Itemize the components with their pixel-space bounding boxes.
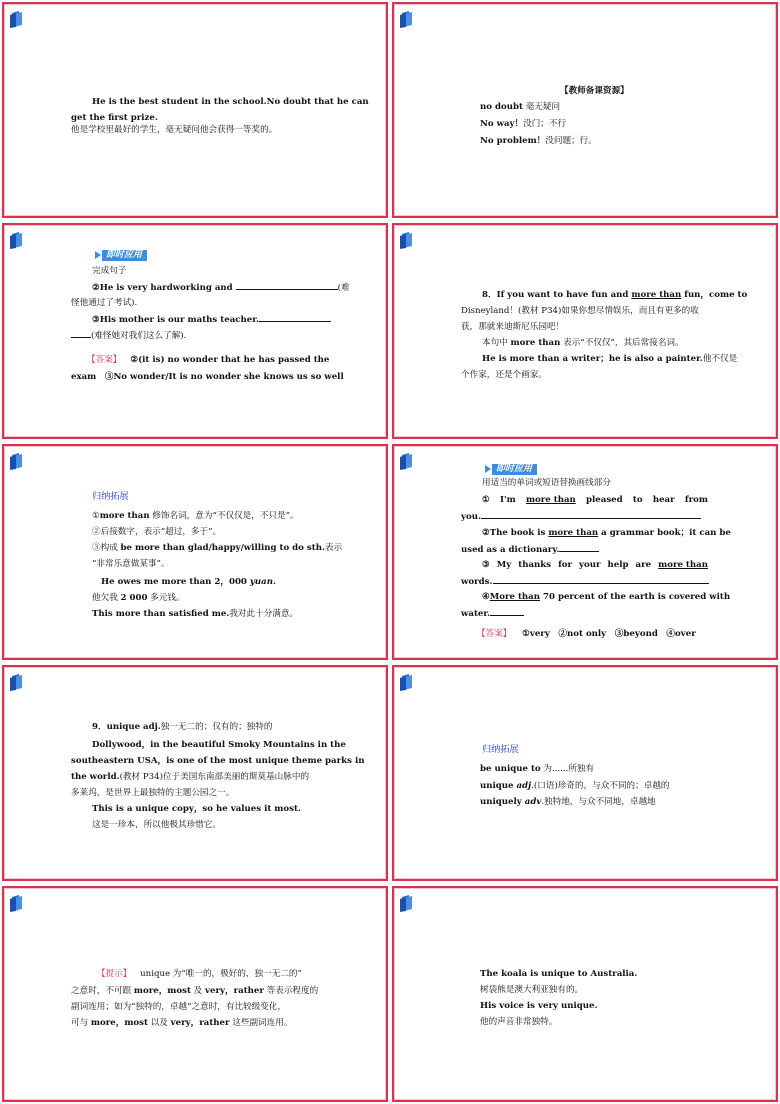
example-en xyxy=(101,574,276,591)
text: . xyxy=(272,577,276,587)
text: you. xyxy=(461,512,481,522)
text: (教材 P34)位于美国东南部美丽的斯莫基山脉中的 xyxy=(119,772,310,782)
word: thanks xyxy=(518,560,552,570)
example-line2: Disneyland！(教材 P34)如果你想尽情娱乐，而且有更多的收 xyxy=(461,306,699,316)
answer-blank xyxy=(71,327,91,338)
text: 独一无二的；仅有的；独特的 xyxy=(160,722,273,732)
slide-5 xyxy=(2,444,388,660)
book-logo-icon xyxy=(10,453,24,470)
example-line2: southeastern USA，is one of the most unique theme parks in xyxy=(71,756,365,766)
example-line4: 多莱坞，是世界上最独特的主题公园之一。 xyxy=(71,788,235,798)
summary-item-1 xyxy=(480,761,594,778)
example2-line1 xyxy=(482,351,737,368)
example-line1: Dollywood，in the beautiful Smoky Mountains in the xyxy=(92,740,346,750)
answer-blank xyxy=(481,508,701,519)
exercise-title: 完成句子 xyxy=(92,266,127,276)
word: help xyxy=(607,560,629,570)
book-logo-icon xyxy=(10,674,24,691)
word: ③ xyxy=(482,560,490,570)
phrase-cn: 没问题；行。 xyxy=(545,136,597,146)
text: ③构成 xyxy=(92,543,121,553)
answer-label: 【答案】 xyxy=(87,355,122,365)
book-logo-icon xyxy=(400,453,414,470)
underlined-phrase: More than xyxy=(489,592,540,602)
slide-8 xyxy=(392,665,778,881)
text: .(口语)珍奇的，与众不同的；卓越的 xyxy=(531,781,670,791)
summary-heading: 归纳拓展 xyxy=(482,744,519,755)
phrase-cn: 毫无疑问 xyxy=(525,102,561,112)
phrase-cn: 没门；不行 xyxy=(523,119,567,129)
text: 他不仅是 xyxy=(702,354,738,364)
underlined-phrase: more than xyxy=(631,290,682,300)
slide-2 xyxy=(392,2,778,218)
text: very，rather xyxy=(170,1018,230,1028)
text: uniquely xyxy=(480,797,525,807)
word: My xyxy=(496,560,512,570)
text: 他欠我 xyxy=(92,593,121,603)
text: 修饰名词，意为“不仅仅是，不只是”。 xyxy=(149,511,299,521)
text: words. xyxy=(461,577,493,587)
text: ④ xyxy=(482,592,490,602)
word: pleased xyxy=(586,495,623,505)
hint-line3: 副词连用；如为“独特的，卓越”之意时，有比较级变化， xyxy=(71,1002,287,1012)
text: 表示“不仅仅”，其后常接名词。 xyxy=(560,338,684,348)
text: water. xyxy=(461,609,491,619)
question-2-line1 xyxy=(482,525,731,542)
word: ① xyxy=(482,495,490,505)
text: yuan xyxy=(249,577,273,587)
example2-cn: 他的声音非常独特。 xyxy=(480,1017,558,1027)
exercise-title: 用适当的单词或短语替换画线部分 xyxy=(482,478,611,488)
book-logo-icon xyxy=(10,11,24,28)
text: 70 percent of the earth is covered with xyxy=(540,592,731,602)
summary-item-2: ②后接数字，表示“超过，多于”。 xyxy=(92,527,222,537)
phrase-en: No way！ xyxy=(480,119,524,129)
question-text: ②He is very hardworking and xyxy=(92,283,233,293)
example2 xyxy=(92,606,298,623)
text: a grammar book；it can be xyxy=(598,528,731,538)
keyword: more than xyxy=(510,338,561,348)
book-logo-icon xyxy=(400,11,414,28)
text: 及 xyxy=(190,986,206,996)
slide-6 xyxy=(392,444,778,660)
example1-en: The koala is unique to Australia. xyxy=(480,969,638,979)
hint-line2 xyxy=(71,983,318,1000)
text: 表示 xyxy=(324,543,343,553)
question-4-line1 xyxy=(482,589,730,606)
answer-blank xyxy=(493,573,709,584)
slide-10 xyxy=(392,886,778,1102)
answer-blank xyxy=(490,605,524,616)
answer-text: ①very ②not only ③beyond ④over xyxy=(522,629,696,639)
phrase-item-1 xyxy=(480,99,560,116)
question-1-line2 xyxy=(461,508,701,526)
word: hear xyxy=(652,495,675,505)
text: 可与 xyxy=(71,1018,91,1028)
text: 以及 xyxy=(147,1018,171,1028)
text: more，most xyxy=(90,1018,148,1028)
word: for xyxy=(558,560,573,570)
word: are xyxy=(635,560,652,570)
answer-label: 【答案】 xyxy=(477,629,512,639)
underlined-phrase: more than xyxy=(658,560,708,570)
text: 这些副词连用。 xyxy=(229,1018,293,1028)
slide-7 xyxy=(2,665,388,881)
answer-blank xyxy=(236,279,338,290)
question-3-line1 xyxy=(482,557,708,574)
answer-line xyxy=(477,626,696,643)
book-logo-icon xyxy=(10,895,24,912)
teacher-resource-header: 【教师备课资源】 xyxy=(560,86,629,96)
text: 多元钱。 xyxy=(147,593,185,603)
summary-heading: 归纳拓展 xyxy=(92,491,129,502)
phrase-item-2 xyxy=(480,116,566,133)
summary-item-3 xyxy=(480,794,656,811)
question-4-line2 xyxy=(461,605,524,623)
phrase-item-3 xyxy=(480,133,597,150)
text: used as a dictionary. xyxy=(461,545,560,555)
question-2-line2: 怪他通过了考试). xyxy=(71,298,138,308)
sentence-cn: 他是学校里最好的学生，毫无疑问他会获得一等奖的。 xyxy=(71,125,278,135)
answer-blank xyxy=(559,541,599,552)
hint-label: 【提示】 xyxy=(97,969,132,979)
text: adv xyxy=(524,797,542,807)
question-text: (难怪她对我们这么了解). xyxy=(91,331,187,341)
example2-en: His voice is very unique. xyxy=(480,1001,598,1011)
summary-item-3-cont: “非常乐意做某事”。 xyxy=(92,559,170,569)
summary-item-1 xyxy=(92,508,299,525)
example2-cn: 这是一珍本，所以他极其珍惜它。 xyxy=(92,820,221,830)
keyword: be more than glad/happy/willing to do sth. xyxy=(120,543,325,553)
sentence-en-line2: get the first prize. xyxy=(71,113,158,123)
text: adj xyxy=(516,781,532,791)
book-logo-icon xyxy=(400,232,414,249)
text: 我对此十分满意。 xyxy=(229,609,299,619)
answer-line2: exam ③No wonder/It is no wonder she knows us so well xyxy=(71,372,344,382)
instant-application-tag: 即时应用 xyxy=(492,464,537,475)
text: very，rather xyxy=(205,986,264,996)
text: He is more than a writer；he is also a painter. xyxy=(482,354,703,364)
example1-cn: 树袋熊是澳大利亚独有的。 xyxy=(480,985,584,995)
keyword: more than xyxy=(99,511,150,521)
text: This more than satisfied me. xyxy=(92,609,230,619)
text: more，most xyxy=(133,986,191,996)
phrase-en: no doubt xyxy=(480,102,523,112)
book-logo-icon xyxy=(400,674,414,691)
text: He owes me more than 2，000 xyxy=(101,577,250,587)
text: 9．unique adj. xyxy=(92,722,161,732)
word: I'm xyxy=(499,495,516,505)
text: 2 000 xyxy=(120,593,148,603)
word: from xyxy=(684,495,708,505)
example-line1 xyxy=(482,287,747,304)
question-text: (难 xyxy=(337,283,350,293)
word: to xyxy=(632,495,643,505)
text: ②The book is xyxy=(482,528,549,538)
question-text: ③His mother is our maths teacher. xyxy=(92,315,259,325)
hint-line1 xyxy=(97,966,302,983)
phrase-en: No problem！ xyxy=(480,136,546,146)
question-3-line2 xyxy=(71,327,186,345)
text: 等表示程度的 xyxy=(263,986,319,996)
hint-line4 xyxy=(71,1015,292,1032)
summary-item-2 xyxy=(480,778,670,795)
example2-line2: 个作家，还是个画家。 xyxy=(461,370,547,380)
question-1-line1 xyxy=(482,492,708,509)
book-logo-icon xyxy=(10,232,24,249)
example-line3: 获，那就来迪斯尼乐园吧！ xyxy=(461,322,565,332)
slide-1 xyxy=(2,2,388,218)
underlined-phrase: more than xyxy=(525,495,576,505)
word: your xyxy=(579,560,601,570)
text: ① xyxy=(92,511,100,521)
slide-4 xyxy=(392,223,778,439)
summary-item-3 xyxy=(92,540,342,557)
underlined-phrase: more than xyxy=(548,528,599,538)
example2-en: This is a unique copy，so he values it most. xyxy=(92,804,301,814)
explanation-line xyxy=(482,335,684,352)
answer-blank xyxy=(259,311,331,322)
instant-application-tag: 即时应用 xyxy=(102,250,147,261)
example-line3 xyxy=(71,769,309,786)
text: 本句中 xyxy=(482,338,511,348)
text: unique 为“唯一的，极好的，独一无二的” xyxy=(137,969,302,979)
text: the world. xyxy=(71,772,120,782)
answer-text: ②(it is) no wonder that he has passed the xyxy=(130,355,330,365)
text: .独特地，与众不同地，卓越地 xyxy=(541,797,656,807)
sentence-en-line1: He is the best student in the school.No doubt that he can xyxy=(92,97,369,107)
slide-3 xyxy=(2,223,388,439)
answer-line1 xyxy=(71,352,330,369)
text: 之意时，不可跟 xyxy=(71,986,134,996)
vocab-heading xyxy=(92,719,272,736)
example-cn xyxy=(92,590,185,607)
text: be unique to xyxy=(480,764,541,774)
slide-9 xyxy=(2,886,388,1102)
text: fun，come to xyxy=(681,290,748,300)
text: 8．If you want to have fun and xyxy=(482,290,632,300)
text: unique xyxy=(480,781,517,791)
text: 为......所独有 xyxy=(540,764,595,774)
book-logo-icon xyxy=(400,895,414,912)
